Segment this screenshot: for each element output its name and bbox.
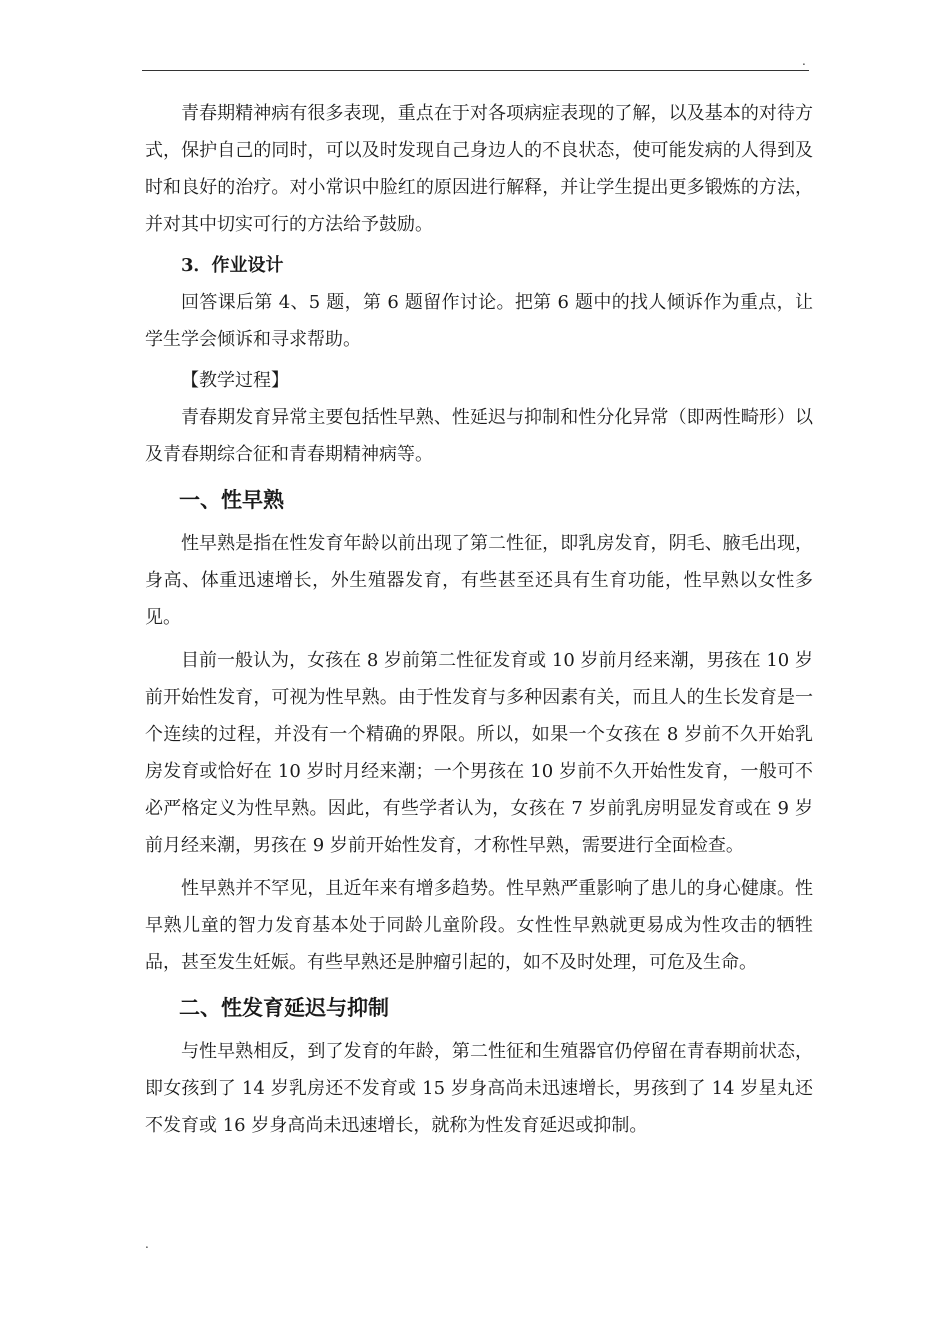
paragraph-precocious-definition: 性早熟是指在性发育年龄以前出现了第二性征，即乳房发育，阴毛、腋毛出现，身高、体重迅速增长，外生殖器发育，有些甚至还具有生育功能，性早熟以女性多见。: [145, 533, 813, 628]
paragraph-precocious-impact: 性早熟并不罕见，且近年来有增多趋势。性早熟严重影响了患儿的身心健康。性早熟儿童的智力发育基本处于同龄儿童阶段。女性性早熟就更易成为性攻击的牺牲品，甚至发生妊娠。有些早熟还是肿瘤引起的，如不及时处理，可危及生命。: [145, 878, 813, 973]
header-dot: .: [802, 54, 806, 68]
paragraph-precocious-criteria: 目前一般认为，女孩在 8 岁前第二性征发育或 10 岁前月经来潮，男孩在 10 岁前开始性发育，可视为性早熟。由于性发育与多种因素有关，而且人的生长发育是一个连续的过程，并没有一个精确的界限。所以，如果一个女孩在 8 岁前不久开始乳房发育或恰好在 10 岁时月经来潮；一个男孩在 10 岁前不久开始性发育，一般可不必严格定义为性早熟。因此，有些学者认为，女孩在 7 岁前乳房明显发育或在 9 岁前月经来潮，男孩在 9 岁前开始性发育，才称性早熟，需要进行全面检查。: [145, 650, 813, 856]
paragraph-intro: 青春期精神病有很多表现，重点在于对各项病症表现的了解，以及基本的对待方式，保护自己的同时，可以及时发现自己身边人的不良状态，使可能发病的人得到及时和良好的治疗。对小常识中脸红的原因进行解释，并让学生提出更多锻炼的方法，并对其中切实可行的方法给予鼓励。: [145, 103, 813, 235]
homework-heading: 3．作业设计: [181, 255, 284, 276]
paragraph-delayed-definition: 与性早熟相反，到了发育的年龄，第二性征和生殖器官仍停留在青春期前状态，即女孩到了 14 岁乳房还不发育或 15 岁身高尚未迅速增长，男孩到了 14 岁星丸还不发育或 16 岁身高尚未迅速增长，就称为性发育延迟或抑制。: [145, 1041, 813, 1136]
paragraph-overview: 青春期发育异常主要包括性早熟、性延迟与抑制和性分化异常（即两性畸形）以及青春期综合征和青春期精神病等。: [145, 407, 813, 465]
document-body: [145, 95, 813, 1144]
paragraph-homework: 回答课后第 4、5 题，第 6 题留作讨论。把第 6 题中的找人倾诉作为重点，让学生学会倾诉和寻求帮助。: [145, 292, 813, 350]
teaching-process-heading: 【教学过程】: [181, 370, 289, 391]
header-rule: [142, 70, 809, 71]
footer-dot: .: [145, 1237, 149, 1251]
section-title-delayed-puberty: 二、性发育延迟与抑制: [179, 996, 389, 1020]
section-title-precocious-puberty: 一、性早熟: [179, 488, 284, 512]
